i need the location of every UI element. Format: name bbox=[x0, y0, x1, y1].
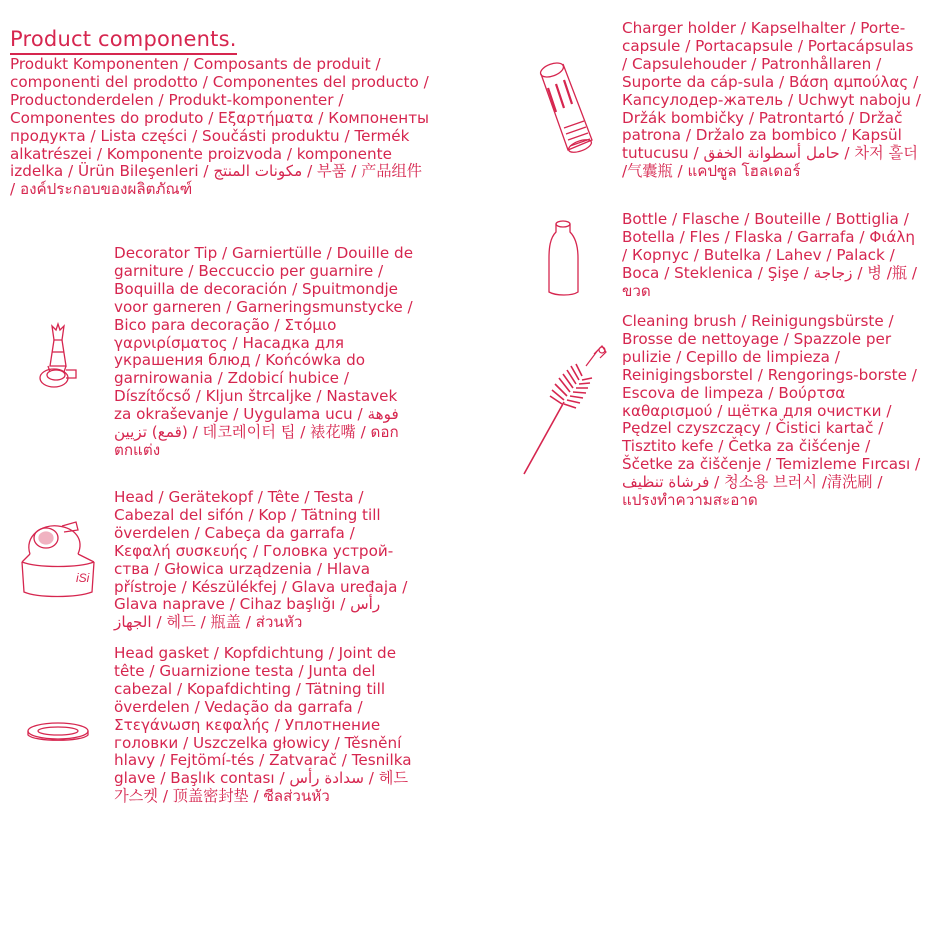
cleaning-brush-icon bbox=[520, 342, 610, 478]
svg-text:iSi: iSi bbox=[76, 571, 90, 585]
intro-translations: Produkt Komponenten / Composants de produit / componenti del prodotto / Componentes del producto / Productonderdelen / Produkt-komponenter / Componentes do produto / Εξαρτήματα / Компоненты продукта / Lista części / Součásti produktu / Termék alkatrészei / Komponente proizvoda / komponente izdelka / Ürün Bileşenleri / مكونات المنتج / 부품 / 产品组件 / องค์ประกอบของผลิตภัณฑ์ bbox=[10, 55, 430, 199]
decorator-tip-icon bbox=[30, 322, 86, 394]
head-label: Head / Gerätekopf / Tête / Testa / Cabezal del sifón / Kop / Tätning till överdelen / Cabeça da garrafa / Κεφαλή συσκευής / Головка устрой-ства / Głowica urządzenia / Hlava přístroje / Készülékfej / Glava uređaja / Glava naprave / Cihaz başlığı / رأس الجهاز / 헤드 / 瓶盖 / ส่วนหัว bbox=[114, 488, 408, 632]
head-gasket-label: Head gasket / Kopfdichtung / Joint de tête / Guarnizione testa / Junta del cabezal / Kopafdichting / Tätning till överdelen / Vedação da garrafa / Στεγάνωση κεφαλής / Уплотнение головки / Uszczelka głowicy / Těsnění hlavy / Fejtömí-tés / Zatvarač / Tesnilka glave / Başlık contası / سدادة رأس / 헤드 가스켓 / 顶盖密封垫 / ซีลส่วนหัว bbox=[114, 644, 412, 806]
bottle-icon bbox=[546, 218, 582, 298]
bottle-label: Bottle / Flasche / Bouteille / Bottiglia / Botella / Fles / Flaska / Garrafa / Φιάλη / Корпус / Butelka / Lahev / Palack / Boca / Steklenica / Şişe / زجاجة / 병 /瓶 / ขวด bbox=[622, 210, 918, 300]
decorator-tip-label: Decorator Tip / Garniertülle / Douille de garniture / Beccuccio per guarnire / Boquilla de decoración / Spuitmondje voor garneren / Garneringsmunstycke / Bico para decoração / Στόμιο γαρνιρίσματος / Насадка для украшения блюд / Końcówka do garnirowania / Zdobicí hubice / Díszítőcső / Kljun štrcaljke / Nastavek za okraševanje / Uygulama ucu / فوهة (قمع) تزيين / 데코레이터 팁 / 裱花嘴 / ดอกตกแต่ง bbox=[114, 244, 414, 459]
charger-holder-label: Charger holder / Kapselhalter / Porte-capsule / Portacapsule / Portacápsulas / Capsulehouder / Patronhållaren / Suporte da cáp-sula / Βάση αμπούλας / Капсулодер-жатель / Uchwyt naboju / Držák bombičky / Patrontartó / Držač patrona / Držalo za bombico / Kapsül tutucusu / حامل أسطوانة الخفق / 차저 홀더 /气囊瓶 / แคปซูล โฮลเดอร์ bbox=[622, 19, 921, 181]
gasket-ring-icon bbox=[24, 720, 92, 746]
page-title: Product components. bbox=[10, 26, 237, 55]
charger-holder-icon bbox=[534, 58, 604, 162]
cleaning-brush-label: Cleaning brush / Reinigungsbürste / Brosse de nettoyage / Spazzole per pulizie / Cepillo de limpieza / Reinigingsborstel / Rengorings-borste / Escova de limpeza / Βούρτσα καθαρισμού / щётка для очистки / Pędzel czyszczący / Čistici kartač / Tisztito kefe / Četka za čišćenje / Ščetke za čiščenje / Temizleme Fırcası / فرشاة تنظيف / 청소용 브러시 /清洗刷 / แปรงทำความสะอาด bbox=[622, 312, 921, 510]
siphon-head-icon bbox=[18, 518, 98, 600]
